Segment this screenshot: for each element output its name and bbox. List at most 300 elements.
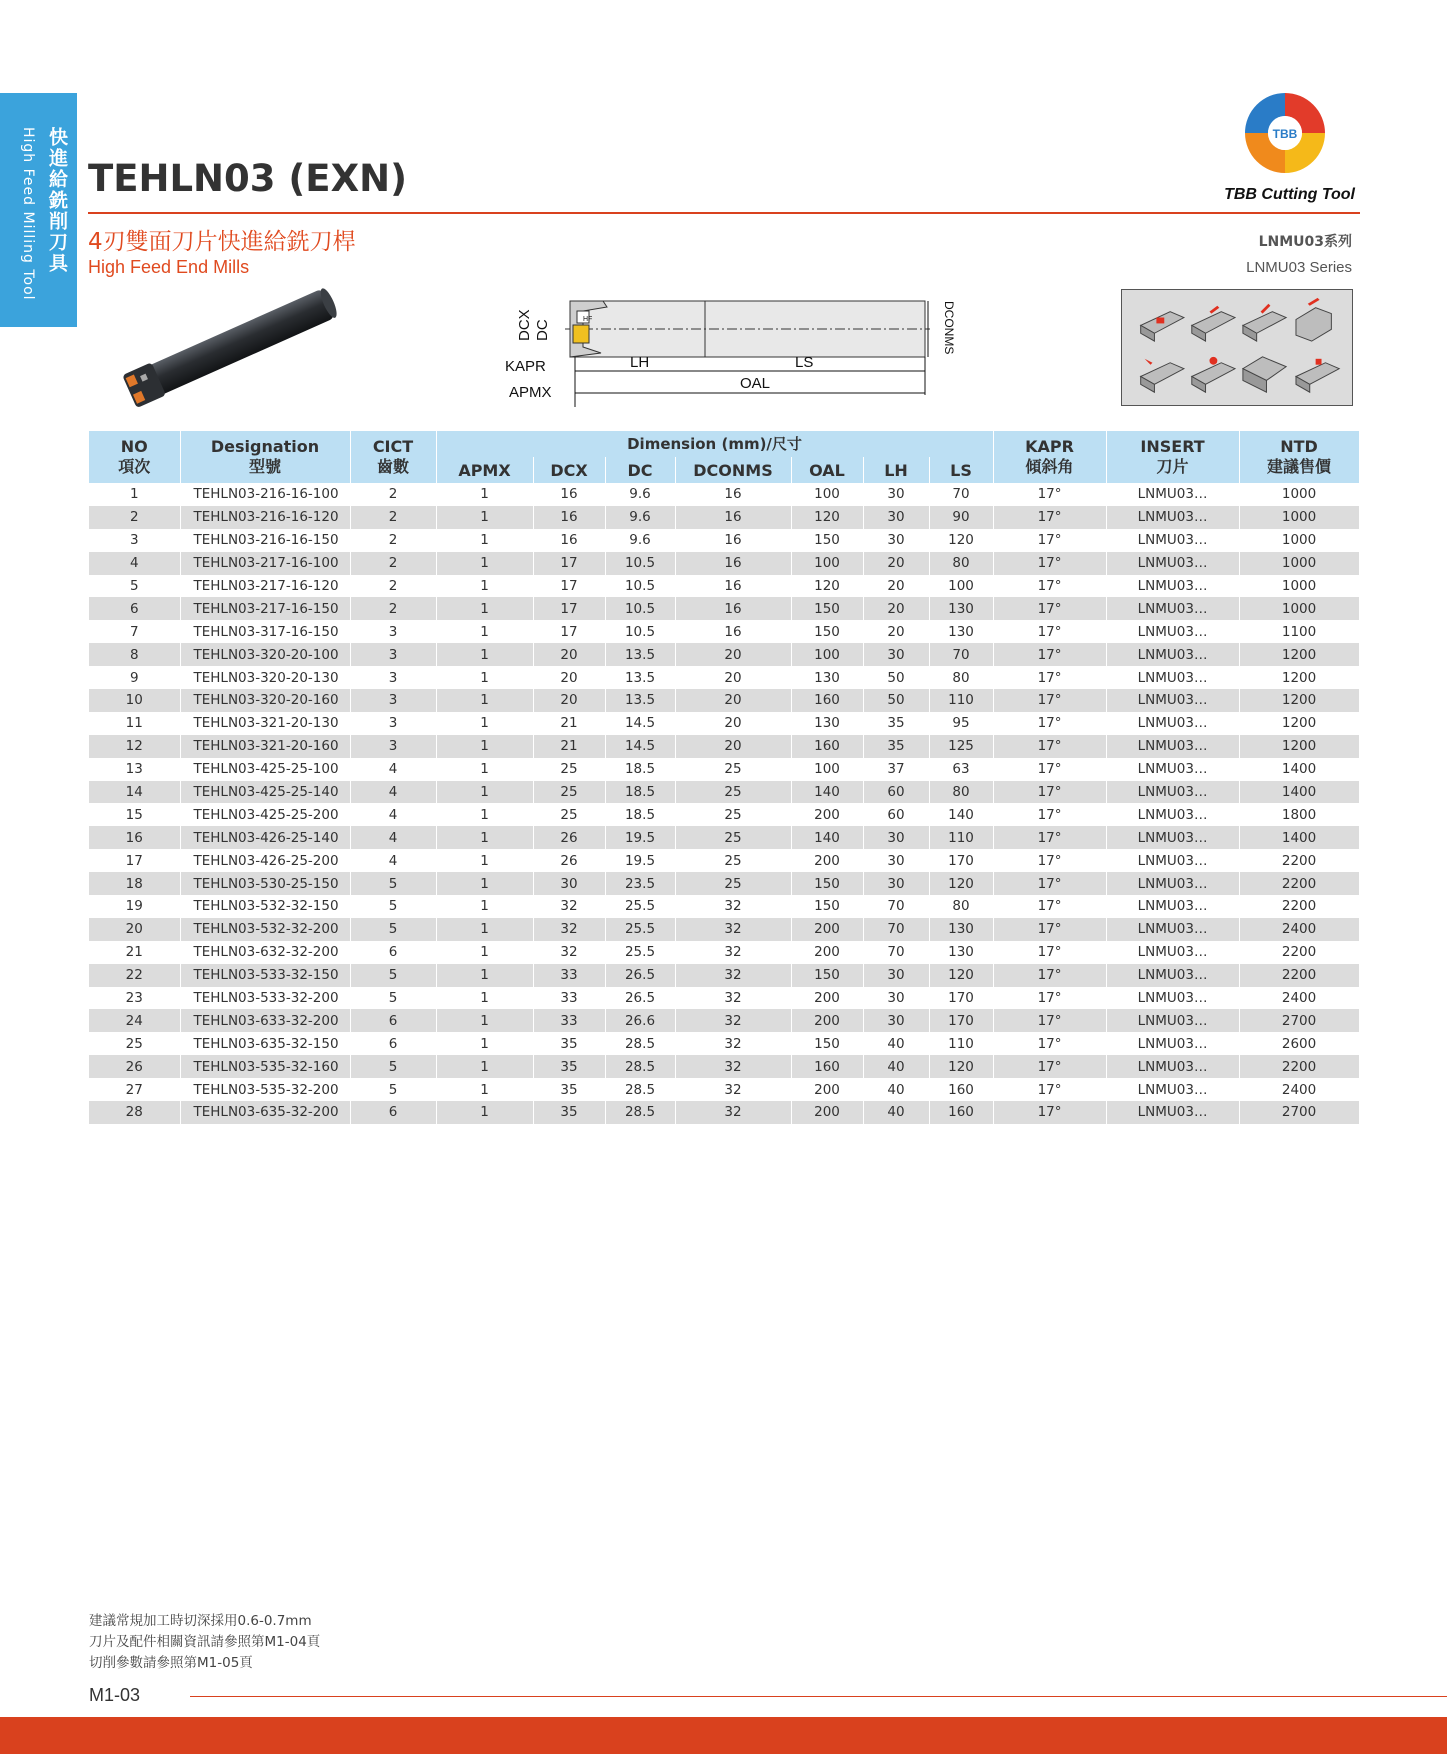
cell-designation: TEHLN03-320-20-160 — [180, 689, 350, 712]
cell-dcx: 25 — [533, 803, 605, 826]
cell-designation: TEHLN03-530-25-150 — [180, 872, 350, 895]
cell-ntd: 1400 — [1239, 758, 1359, 781]
cell-dcx: 17 — [533, 552, 605, 575]
cell-cict: 3 — [350, 666, 436, 689]
application-icons — [1121, 289, 1353, 406]
cell-dconms: 32 — [675, 987, 791, 1010]
cell-dcx: 26 — [533, 849, 605, 872]
cell-designation: TEHLN03-425-25-140 — [180, 781, 350, 804]
drawing-label-dcx: DCX — [516, 309, 533, 341]
cell-dcx: 32 — [533, 895, 605, 918]
cell-ntd: 1200 — [1239, 689, 1359, 712]
cell-oal: 200 — [791, 941, 863, 964]
cell-ntd: 2700 — [1239, 1101, 1359, 1124]
cell-ls: 140 — [929, 803, 993, 826]
cell-designation: TEHLN03-535-32-200 — [180, 1078, 350, 1101]
cell-lh: 20 — [863, 575, 929, 598]
cell-insert: LNMU03… — [1106, 483, 1239, 506]
cell-no: 22 — [89, 964, 180, 987]
cell-insert: LNMU03… — [1106, 506, 1239, 529]
cell-apmx: 1 — [436, 849, 533, 872]
cell-dconms: 16 — [675, 506, 791, 529]
cell-oal: 200 — [791, 987, 863, 1010]
table-row — [89, 1009, 1359, 1032]
cell-no: 23 — [89, 987, 180, 1010]
cell-designation: TEHLN03-321-20-160 — [180, 735, 350, 758]
cell-cict: 2 — [350, 552, 436, 575]
header-ls: LS — [929, 457, 993, 483]
cell-insert: LNMU03… — [1106, 872, 1239, 895]
cell-designation: TEHLN03-216-16-100 — [180, 483, 350, 506]
cell-dconms: 32 — [675, 895, 791, 918]
cell-dconms: 32 — [675, 918, 791, 941]
title-divider — [88, 212, 1360, 214]
table-row — [89, 597, 1359, 620]
cell-dc: 26.5 — [605, 964, 675, 987]
cell-ls: 120 — [929, 872, 993, 895]
note-depth: 建議常規加工時切深採用0.6-0.7mm — [89, 1613, 312, 1629]
cell-cict: 5 — [350, 895, 436, 918]
cell-cict: 2 — [350, 597, 436, 620]
cell-designation: TEHLN03-216-16-150 — [180, 529, 350, 552]
cell-cict: 6 — [350, 941, 436, 964]
cell-kapr: 17° — [993, 620, 1106, 643]
cell-dconms: 32 — [675, 964, 791, 987]
cell-dc: 14.5 — [605, 712, 675, 735]
header-no: NO 項次 — [89, 431, 180, 483]
cell-cict: 4 — [350, 826, 436, 849]
cell-dc: 26.6 — [605, 1009, 675, 1032]
brand-name: TBB Cutting Tool — [1224, 186, 1355, 203]
cell-lh: 60 — [863, 803, 929, 826]
cell-oal: 100 — [791, 552, 863, 575]
side-tab-label-zh: 快進給銑削刀具 — [46, 127, 68, 274]
cell-ntd: 2200 — [1239, 1055, 1359, 1078]
cell-lh: 30 — [863, 964, 929, 987]
cell-no: 11 — [89, 712, 180, 735]
cell-cict: 6 — [350, 1032, 436, 1055]
cell-apmx: 1 — [436, 987, 533, 1010]
cell-cict: 6 — [350, 1101, 436, 1124]
dimension-drawing — [505, 295, 965, 410]
header-apmx: APMX — [436, 457, 533, 483]
cell-cict: 2 — [350, 575, 436, 598]
header-dc: DC — [605, 457, 675, 483]
cell-no: 5 — [89, 575, 180, 598]
cell-designation: TEHLN03-426-25-140 — [180, 826, 350, 849]
cell-apmx: 1 — [436, 1078, 533, 1101]
cell-cict: 3 — [350, 643, 436, 666]
cell-no: 1 — [89, 483, 180, 506]
cell-no: 9 — [89, 666, 180, 689]
cell-oal: 150 — [791, 597, 863, 620]
cell-no: 17 — [89, 849, 180, 872]
cell-insert: LNMU03… — [1106, 552, 1239, 575]
tbb-logo-icon — [1240, 88, 1330, 178]
cell-no: 12 — [89, 735, 180, 758]
cell-dconms: 32 — [675, 1101, 791, 1124]
cell-ls: 120 — [929, 964, 993, 987]
cell-apmx: 1 — [436, 597, 533, 620]
cell-apmx: 1 — [436, 872, 533, 895]
cell-ntd: 1000 — [1239, 506, 1359, 529]
cell-designation: TEHLN03-632-32-200 — [180, 941, 350, 964]
cell-apmx: 1 — [436, 1009, 533, 1032]
cell-insert: LNMU03… — [1106, 849, 1239, 872]
cell-no: 16 — [89, 826, 180, 849]
cell-ntd: 1000 — [1239, 529, 1359, 552]
cell-apmx: 1 — [436, 575, 533, 598]
cell-dc: 9.6 — [605, 506, 675, 529]
cell-cict: 4 — [350, 803, 436, 826]
cell-dcx: 32 — [533, 941, 605, 964]
cell-lh: 30 — [863, 643, 929, 666]
cell-ls: 120 — [929, 1055, 993, 1078]
cell-no: 19 — [89, 895, 180, 918]
cell-lh: 35 — [863, 712, 929, 735]
cell-ntd: 2600 — [1239, 1032, 1359, 1055]
cell-dcx: 17 — [533, 575, 605, 598]
table-row — [89, 895, 1359, 918]
cell-dc: 26.5 — [605, 987, 675, 1010]
cell-lh: 70 — [863, 918, 929, 941]
cell-dcx: 16 — [533, 529, 605, 552]
cell-insert: LNMU03… — [1106, 1009, 1239, 1032]
cell-lh: 30 — [863, 826, 929, 849]
cell-lh: 40 — [863, 1032, 929, 1055]
cell-dconms: 16 — [675, 597, 791, 620]
cell-dconms: 20 — [675, 735, 791, 758]
cell-ntd: 2200 — [1239, 964, 1359, 987]
cell-dcx: 20 — [533, 689, 605, 712]
cell-designation: TEHLN03-321-20-130 — [180, 712, 350, 735]
cell-lh: 60 — [863, 781, 929, 804]
cell-ntd: 1000 — [1239, 597, 1359, 620]
cell-ntd: 1000 — [1239, 575, 1359, 598]
cell-oal: 150 — [791, 964, 863, 987]
cell-insert: LNMU03… — [1106, 689, 1239, 712]
cell-dc: 14.5 — [605, 735, 675, 758]
header-oal: OAL — [791, 457, 863, 483]
cell-dcx: 35 — [533, 1032, 605, 1055]
cell-dc: 18.5 — [605, 803, 675, 826]
note-cutting-ref: 切削參數請參照第M1-05頁 — [89, 1655, 253, 1671]
cell-dcx: 25 — [533, 758, 605, 781]
cell-kapr: 17° — [993, 918, 1106, 941]
header-kapr: KAPR 傾斜角 — [993, 431, 1106, 483]
drawing-label-lh: LH — [630, 354, 650, 371]
cell-cict: 3 — [350, 712, 436, 735]
subtitle-en: High Feed End Mills — [88, 257, 250, 277]
cell-oal: 100 — [791, 483, 863, 506]
table-row — [89, 1078, 1359, 1101]
cell-lh: 20 — [863, 597, 929, 620]
cell-kapr: 17° — [993, 597, 1106, 620]
logo-text: TBB — [1272, 127, 1298, 141]
cell-kapr: 17° — [993, 735, 1106, 758]
cell-kapr: 17° — [993, 1009, 1106, 1032]
cell-kapr: 17° — [993, 895, 1106, 918]
table-row — [89, 758, 1359, 781]
cell-kapr: 17° — [993, 689, 1106, 712]
drawing-label-dconms: DCONMS — [942, 301, 956, 355]
cell-dconms: 16 — [675, 483, 791, 506]
cell-kapr: 17° — [993, 666, 1106, 689]
cell-kapr: 17° — [993, 506, 1106, 529]
cell-dcx: 16 — [533, 506, 605, 529]
cell-dc: 23.5 — [605, 872, 675, 895]
cell-ls: 80 — [929, 552, 993, 575]
drawing-label-dc: DC — [534, 319, 551, 341]
table-row — [89, 826, 1359, 849]
cell-insert: LNMU03… — [1106, 1055, 1239, 1078]
table-row — [89, 735, 1359, 758]
cell-oal: 200 — [791, 1101, 863, 1124]
cell-apmx: 1 — [436, 964, 533, 987]
cell-cict: 4 — [350, 849, 436, 872]
drawing-label-kapr: KAPR — [505, 358, 546, 375]
cell-kapr: 17° — [993, 941, 1106, 964]
cell-ntd: 1000 — [1239, 552, 1359, 575]
cell-ntd: 2700 — [1239, 1009, 1359, 1032]
cell-insert: LNMU03… — [1106, 735, 1239, 758]
cell-dconms: 25 — [675, 872, 791, 895]
cell-ls: 120 — [929, 529, 993, 552]
cell-kapr: 17° — [993, 1101, 1106, 1124]
cell-apmx: 1 — [436, 735, 533, 758]
cell-lh: 50 — [863, 666, 929, 689]
cell-designation: TEHLN03-633-32-200 — [180, 1009, 350, 1032]
cell-dconms: 25 — [675, 781, 791, 804]
cell-apmx: 1 — [436, 689, 533, 712]
cell-kapr: 17° — [993, 529, 1106, 552]
cell-oal: 130 — [791, 712, 863, 735]
cell-oal: 200 — [791, 1078, 863, 1101]
cell-dc: 13.5 — [605, 689, 675, 712]
cell-no: 25 — [89, 1032, 180, 1055]
cell-ls: 100 — [929, 575, 993, 598]
cell-lh: 35 — [863, 735, 929, 758]
cell-lh: 30 — [863, 483, 929, 506]
cell-apmx: 1 — [436, 483, 533, 506]
cell-oal: 150 — [791, 620, 863, 643]
cell-kapr: 17° — [993, 552, 1106, 575]
cell-no: 10 — [89, 689, 180, 712]
cell-apmx: 1 — [436, 781, 533, 804]
cell-ntd: 2400 — [1239, 987, 1359, 1010]
cell-dconms: 25 — [675, 849, 791, 872]
cell-kapr: 17° — [993, 964, 1106, 987]
header-ntd: NTD 建議售價 — [1239, 431, 1359, 483]
cell-insert: LNMU03… — [1106, 575, 1239, 598]
cell-dconms: 16 — [675, 529, 791, 552]
cell-dcx: 33 — [533, 1009, 605, 1032]
cell-oal: 140 — [791, 781, 863, 804]
cell-designation: TEHLN03-317-16-150 — [180, 620, 350, 643]
cell-dconms: 25 — [675, 826, 791, 849]
cell-ntd: 2400 — [1239, 1078, 1359, 1101]
cell-ls: 70 — [929, 643, 993, 666]
cell-dcx: 32 — [533, 918, 605, 941]
cell-dc: 28.5 — [605, 1055, 675, 1078]
cell-designation: TEHLN03-533-32-200 — [180, 987, 350, 1010]
table-row — [89, 918, 1359, 941]
cell-dc: 28.5 — [605, 1032, 675, 1055]
header-cict: CICT 齒數 — [350, 431, 436, 483]
cell-dconms: 20 — [675, 643, 791, 666]
cell-oal: 100 — [791, 758, 863, 781]
drawing-label-apmx: APMX — [509, 384, 552, 401]
table-row — [89, 941, 1359, 964]
footer-divider — [190, 1696, 1447, 1697]
cell-insert: LNMU03… — [1106, 941, 1239, 964]
header-designation: Designation 型號 — [180, 431, 350, 483]
cell-insert: LNMU03… — [1106, 1078, 1239, 1101]
cell-designation: TEHLN03-532-32-200 — [180, 918, 350, 941]
cell-ls: 80 — [929, 895, 993, 918]
cell-ntd: 2400 — [1239, 918, 1359, 941]
cell-ntd: 2200 — [1239, 941, 1359, 964]
cell-insert: LNMU03… — [1106, 826, 1239, 849]
cell-ls: 80 — [929, 781, 993, 804]
cell-dc: 25.5 — [605, 941, 675, 964]
cell-dcx: 16 — [533, 483, 605, 506]
cell-oal: 160 — [791, 1055, 863, 1078]
cell-designation: TEHLN03-320-20-100 — [180, 643, 350, 666]
cell-oal: 150 — [791, 1032, 863, 1055]
cell-designation: TEHLN03-535-32-160 — [180, 1055, 350, 1078]
header-insert: INSERT 刀片 — [1106, 431, 1239, 483]
cell-dconms: 16 — [675, 575, 791, 598]
cell-cict: 3 — [350, 735, 436, 758]
cell-ntd: 1200 — [1239, 643, 1359, 666]
cell-ls: 160 — [929, 1078, 993, 1101]
table-row — [89, 1055, 1359, 1078]
cell-insert: LNMU03… — [1106, 597, 1239, 620]
cell-no: 6 — [89, 597, 180, 620]
cell-lh: 20 — [863, 552, 929, 575]
cell-lh: 20 — [863, 620, 929, 643]
notes — [89, 1611, 320, 1674]
cell-ntd: 2200 — [1239, 849, 1359, 872]
cell-ntd: 1100 — [1239, 620, 1359, 643]
cell-designation: TEHLN03-635-32-150 — [180, 1032, 350, 1055]
cell-insert: LNMU03… — [1106, 666, 1239, 689]
cell-kapr: 17° — [993, 1055, 1106, 1078]
cell-ntd: 1000 — [1239, 483, 1359, 506]
cell-cict: 5 — [350, 1055, 436, 1078]
cell-ls: 63 — [929, 758, 993, 781]
cell-apmx: 1 — [436, 895, 533, 918]
cell-dconms: 32 — [675, 1032, 791, 1055]
cell-cict: 3 — [350, 620, 436, 643]
cell-designation: TEHLN03-532-32-150 — [180, 895, 350, 918]
cell-cict: 2 — [350, 529, 436, 552]
table-row — [89, 552, 1359, 575]
cell-kapr: 17° — [993, 643, 1106, 666]
cell-insert: LNMU03… — [1106, 1101, 1239, 1124]
cell-lh: 50 — [863, 689, 929, 712]
cell-oal: 120 — [791, 575, 863, 598]
cell-apmx: 1 — [436, 1101, 533, 1124]
cell-kapr: 17° — [993, 872, 1106, 895]
cell-dc: 9.6 — [605, 529, 675, 552]
cell-designation: TEHLN03-217-16-100 — [180, 552, 350, 575]
table-row — [89, 781, 1359, 804]
table-row — [89, 712, 1359, 735]
cell-lh: 40 — [863, 1055, 929, 1078]
cell-lh: 30 — [863, 1009, 929, 1032]
cell-no: 28 — [89, 1101, 180, 1124]
cell-designation: TEHLN03-217-16-120 — [180, 575, 350, 598]
cell-no: 24 — [89, 1009, 180, 1032]
table-row — [89, 575, 1359, 598]
cell-dc: 9.6 — [605, 483, 675, 506]
table-row — [89, 506, 1359, 529]
cell-kapr: 17° — [993, 712, 1106, 735]
cell-ntd: 1400 — [1239, 781, 1359, 804]
cell-insert: LNMU03… — [1106, 712, 1239, 735]
cell-ntd: 1800 — [1239, 803, 1359, 826]
cell-dcx: 20 — [533, 643, 605, 666]
cell-ls: 80 — [929, 666, 993, 689]
cell-cict: 6 — [350, 1009, 436, 1032]
cell-ntd: 1200 — [1239, 666, 1359, 689]
cell-lh: 30 — [863, 849, 929, 872]
cell-dc: 19.5 — [605, 826, 675, 849]
cell-lh: 37 — [863, 758, 929, 781]
cell-dc: 28.5 — [605, 1101, 675, 1124]
cell-oal: 100 — [791, 643, 863, 666]
cell-oal: 140 — [791, 826, 863, 849]
cell-oal: 160 — [791, 735, 863, 758]
table-row — [89, 849, 1359, 872]
cell-cict: 4 — [350, 758, 436, 781]
header-dconms: DCONMS — [675, 457, 791, 483]
cell-ls: 130 — [929, 941, 993, 964]
cell-dconms: 32 — [675, 1078, 791, 1101]
cell-oal: 150 — [791, 529, 863, 552]
cell-oal: 150 — [791, 895, 863, 918]
cell-oal: 200 — [791, 803, 863, 826]
subtitle-zh: 4刃雙面刀片快進給銑刀桿 — [88, 229, 356, 255]
cell-insert: LNMU03… — [1106, 895, 1239, 918]
cell-lh: 40 — [863, 1101, 929, 1124]
cell-designation: TEHLN03-320-20-130 — [180, 666, 350, 689]
cell-apmx: 1 — [436, 666, 533, 689]
cell-no: 21 — [89, 941, 180, 964]
cell-apmx: 1 — [436, 529, 533, 552]
cell-no: 27 — [89, 1078, 180, 1101]
cell-kapr: 17° — [993, 758, 1106, 781]
cell-ntd: 1400 — [1239, 826, 1359, 849]
table-row — [89, 1101, 1359, 1124]
cell-dconms: 20 — [675, 712, 791, 735]
cell-oal: 150 — [791, 872, 863, 895]
table-row — [89, 689, 1359, 712]
cell-apmx: 1 — [436, 826, 533, 849]
cell-dcx: 35 — [533, 1101, 605, 1124]
cell-kapr: 17° — [993, 803, 1106, 826]
cell-dcx: 35 — [533, 1055, 605, 1078]
cell-ls: 170 — [929, 987, 993, 1010]
cell-dconms: 25 — [675, 758, 791, 781]
table-row — [89, 529, 1359, 552]
cell-ntd: 1200 — [1239, 712, 1359, 735]
cell-dcx: 20 — [533, 666, 605, 689]
table-row — [89, 987, 1359, 1010]
cell-ls: 130 — [929, 918, 993, 941]
